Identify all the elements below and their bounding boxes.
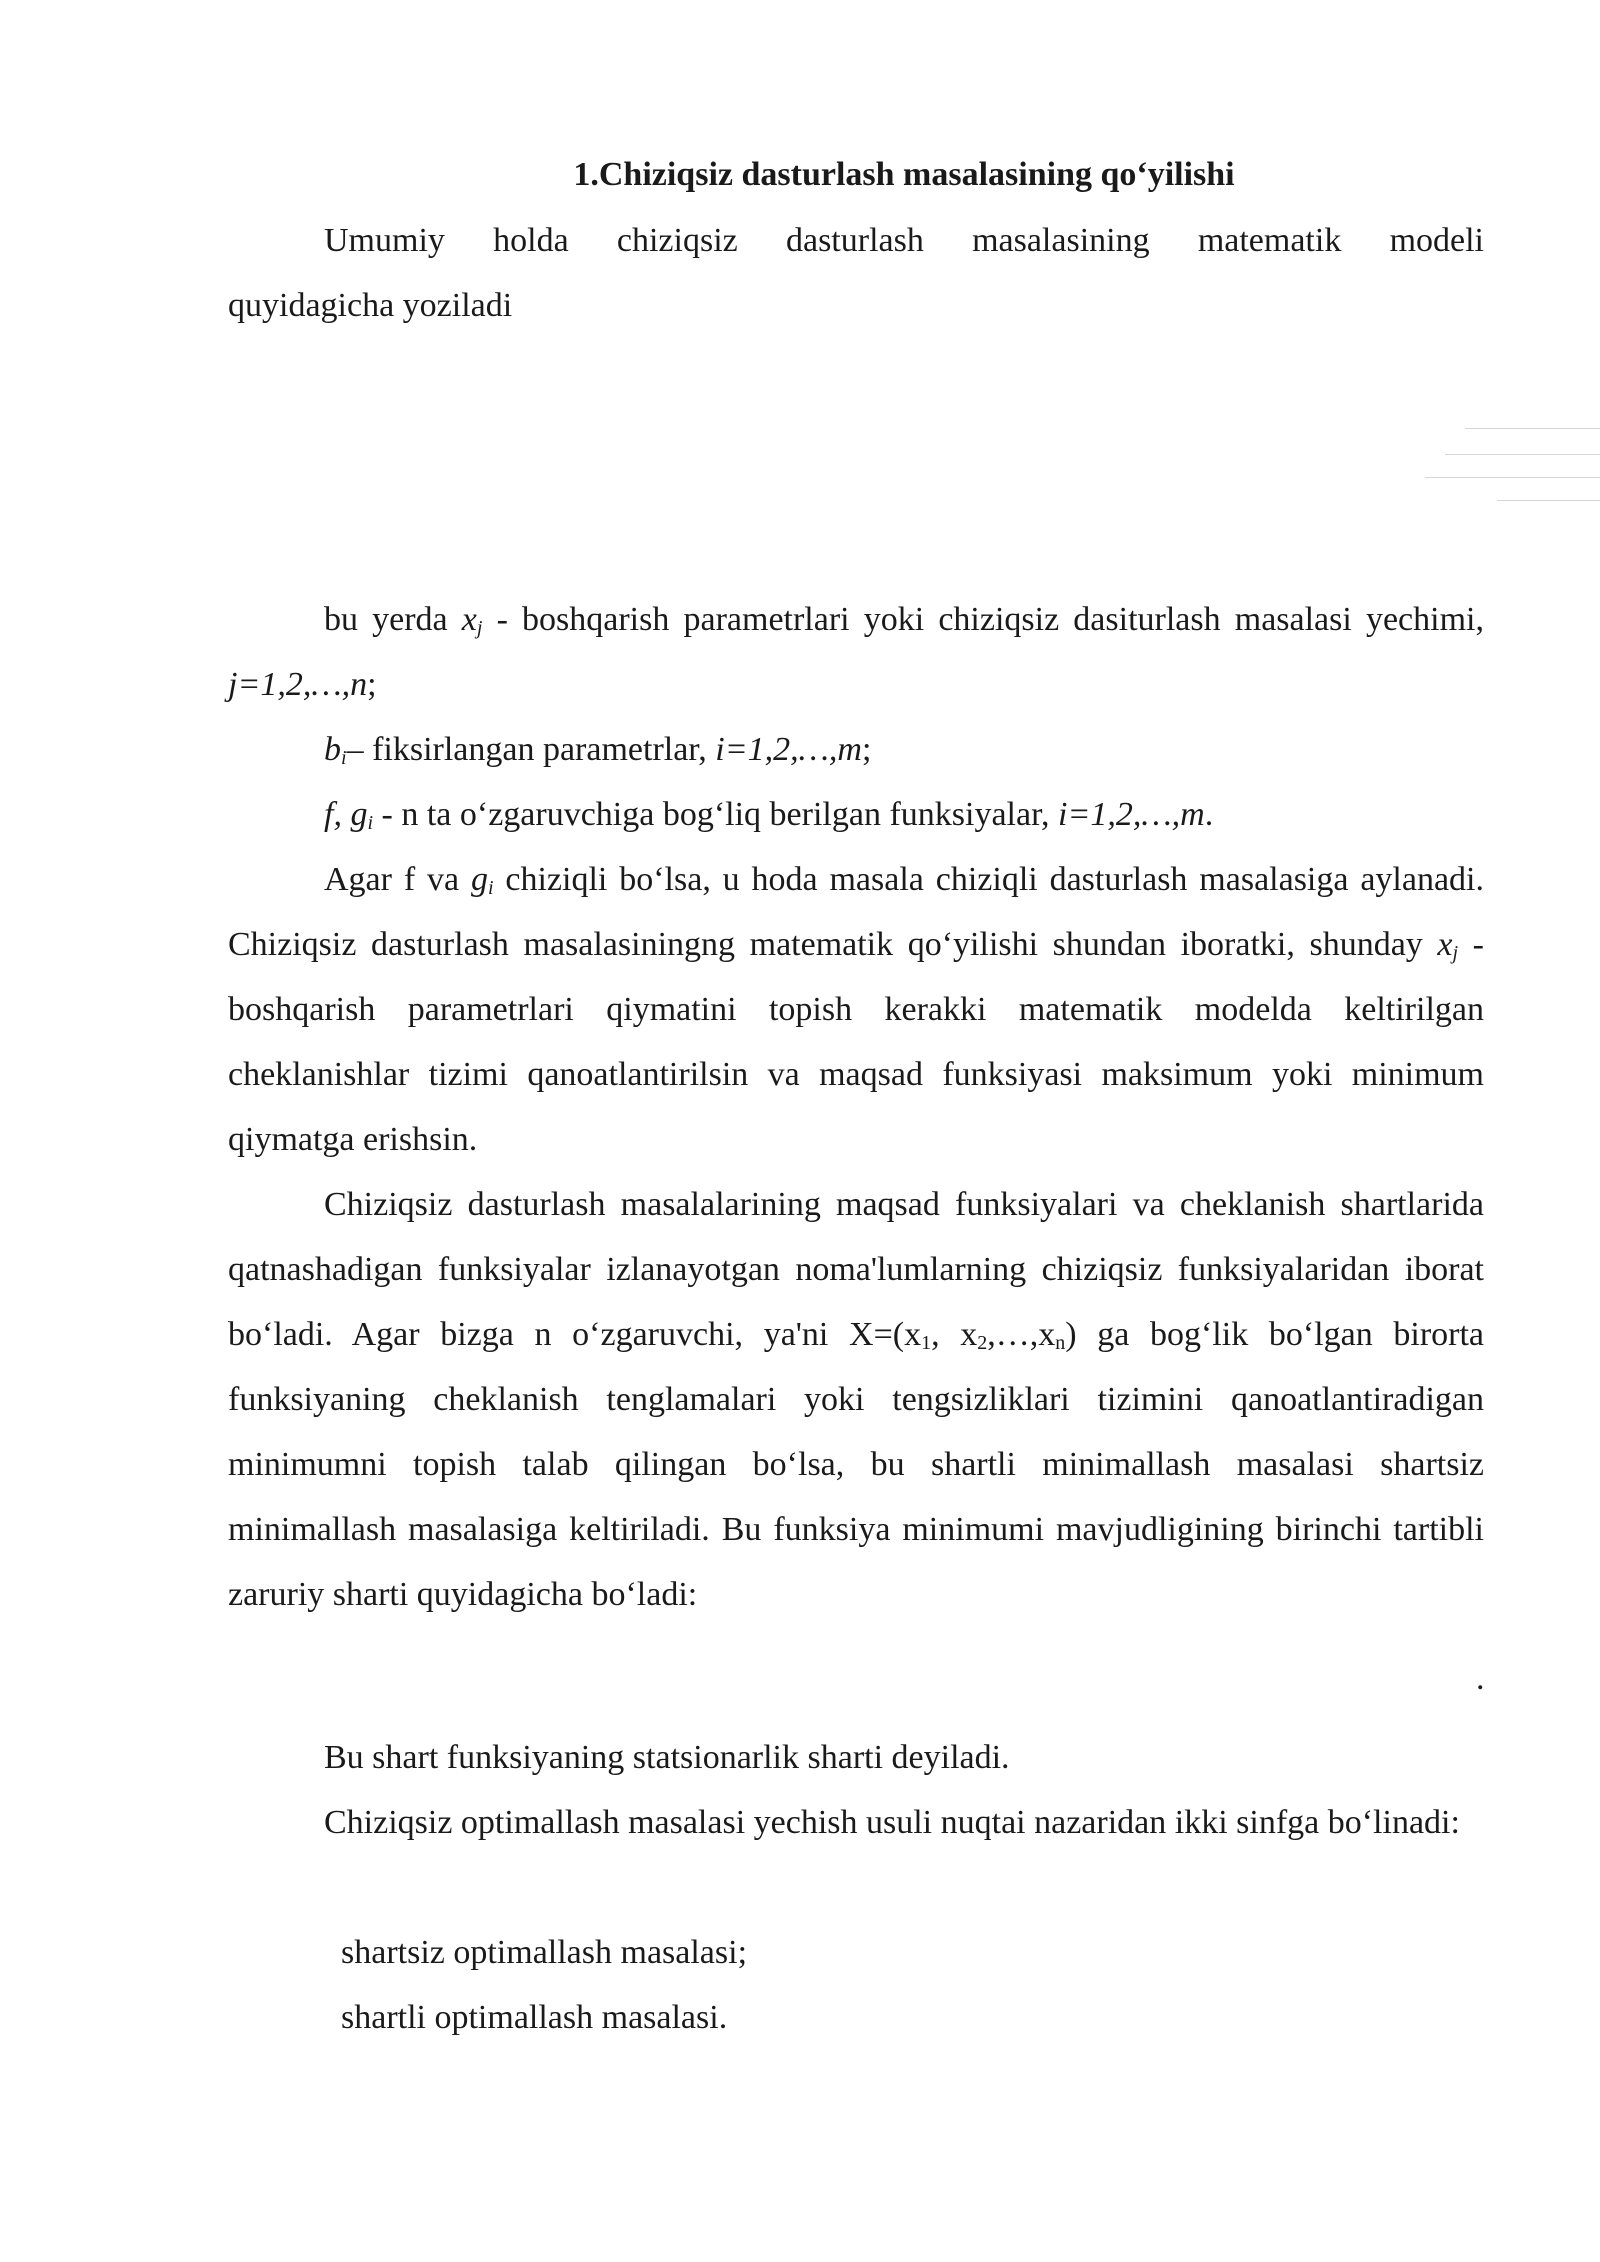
- intro-line-2: quyidagicha yoziladi: [228, 287, 513, 324]
- closing-block: [228, 1725, 1484, 1855]
- margin-artifact-line: [1425, 477, 1600, 478]
- paragraph-chiziqsiz: Chiziqsiz dasturlash masalalarining maqsad funksiyalari va cheklanish shartlarida qatnashadigan funksiyalar izlanayotgan noma'lumlarning chiziqsiz funksiyalaridan iborat bo‘ladi. Agar bizga n o‘zgaruvchi, ya'ni $X=(x_1$, $x_2,\dots,x_n$) ga bog‘lik bo‘lgan birorta funksiyaning cheklanish tenglamalari yoki tengsizliklari tizimini qanoatlantiradigan minimumni topish talab qilingan bo‘lsa, bu shartli minimallash masalasi shartsiz minimallash masalasiga keltiriladi. Bu funksiya minimumi mavjudligining birinchi tartibli zaruriy sharti quyidagicha bo‘ladi:: [228, 1186, 1485, 1613]
- margin-artifact-line: [1445, 454, 1600, 455]
- paragraph-agar: Agar f va $g_i$ chiziqli bo‘lsa, u hoda masala chiziqli dasturlash masalasiga aylanadi. Chiziqsiz dasturlash masalasiningng matematik qo‘yilishi shundan iboratki, shunday $x_j$ - boshqarish parametrlari qiymatini topish kerakki matematik modelda keltirilgan cheklanishlar tizimi qanoatlantirilsin va maqsad funksiyasi maksimum yoki minimum qiymatga erishsin.: [228, 861, 1484, 1158]
- classes-paragraph: Chiziqsiz optimallash masalasi yechish usuli nuqtai nazaridan ikki sinfga bo‘linadi:: [324, 1804, 1460, 1841]
- margin-artifact-line: [1465, 428, 1600, 429]
- formula-end-dot: .: [1476, 1660, 1485, 1697]
- definitions-block: [228, 587, 1484, 1627]
- list-item-shartsiz: shartsiz optimallash masalasi;: [341, 1934, 748, 1971]
- definition-xj: bu yerda $x_j$ - boshqarish parametrlari yoki chiziqsiz dasiturlash masalasi yechimi, j=1,2,…,n;: [228, 601, 1484, 703]
- margin-artifact-line: [1497, 500, 1600, 501]
- section-title: 1.Chiziqsiz dasturlash masalasining qo‘yilishi: [573, 156, 1235, 193]
- intro-line-1: Umumiy holda chiziqsiz dasturlash masalasining matematik modeli: [324, 222, 1484, 259]
- intro-paragraph: [228, 208, 1484, 338]
- list-item-shartli: shartli optimallash masalasi.: [341, 1999, 728, 2036]
- stationarity-sentence: Bu shart funksiyaning statsionarlik sharti deyiladi.: [324, 1739, 1010, 1776]
- definition-bi: $b_i-$ fiksirlangan parametrlar, i=1,2,…,m;: [324, 731, 872, 769]
- definition-f-gi: f, $g_i$ - n ta o‘zgaruvchiga bog‘liq berilgan funksiyalar, i=1,2,…,m.: [324, 796, 1214, 834]
